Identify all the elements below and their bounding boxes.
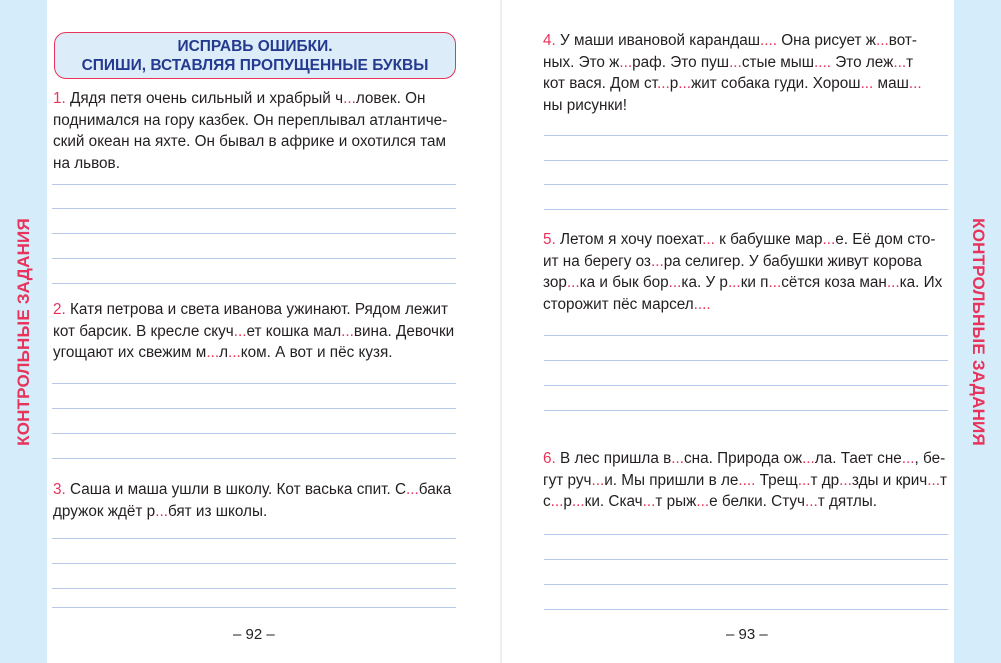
header-line-1: ИСПРАВЬ ОШИБКИ. <box>177 37 333 55</box>
writing-line <box>52 588 456 589</box>
task-3 <box>53 479 456 522</box>
missing-letter-gap: ... <box>619 53 633 71</box>
task-number: 1. <box>53 90 66 107</box>
task-text: т <box>906 53 914 71</box>
missing-letter-gap: ... <box>678 75 691 92</box>
writing-line <box>52 563 456 564</box>
task-number: 6. <box>543 450 556 467</box>
writing-line <box>544 160 948 161</box>
missing-letter-gap: ... <box>797 471 811 489</box>
task-text: т рыж <box>655 493 697 510</box>
task-text: Катя петрова и света иванова ужинают. Рядом лежит <box>70 301 449 318</box>
writing-line <box>544 385 948 386</box>
writing-line <box>52 383 456 384</box>
task-4 <box>543 30 948 116</box>
task-text: ки п <box>740 274 769 291</box>
task-text: раф. Это пуш <box>632 53 730 71</box>
writing-line <box>544 184 948 185</box>
task-text: зды и крич <box>851 471 928 489</box>
task-text: Это леж <box>831 53 894 71</box>
missing-letter-gap: ... <box>727 274 741 291</box>
task-text: Дядя петя очень сильный и храбрый ч <box>70 90 344 107</box>
task-text: р <box>669 75 679 92</box>
writing-line <box>52 538 456 539</box>
page-number-left: – 92 – <box>233 626 275 643</box>
missing-letter-gap: .... <box>760 32 777 49</box>
task-text: е белки. Стуч <box>709 493 805 510</box>
writing-line <box>52 283 456 284</box>
task-number: 2. <box>53 301 66 318</box>
task-text: р <box>563 493 572 510</box>
task-text: угощают их свежим м <box>53 344 207 361</box>
writing-line <box>52 408 456 409</box>
task-text: Летом я хочу поехат <box>560 231 703 248</box>
task-number: 5. <box>543 231 556 248</box>
missing-letter-gap: .... <box>814 53 832 71</box>
side-label-text: КОНТРОЛЬНЫЕ ЗАДАНИЯ <box>968 217 988 446</box>
task-text: гут руч <box>543 471 592 489</box>
task-text: сна. Природа ож <box>683 450 803 467</box>
missing-letter-gap: ... <box>206 344 220 361</box>
task-text: ны рисунки! <box>543 96 627 114</box>
task-number: 4. <box>543 32 556 49</box>
missing-letter-gap: ... <box>668 274 682 291</box>
task-6 <box>543 448 948 513</box>
writing-line <box>544 584 948 585</box>
missing-letter-gap: .... <box>693 295 711 313</box>
task-text: , бе- <box>914 450 946 467</box>
task-text: с <box>543 493 551 510</box>
writing-line <box>52 458 456 459</box>
writing-line <box>52 258 456 259</box>
missing-letter-gap: ... <box>768 274 782 291</box>
task-text: В лес пришла в <box>560 450 672 467</box>
header-line-2: СПИШИ, ВСТАВЛЯЯ ПРОПУЩЕННЫЕ БУКВЫ <box>81 56 429 74</box>
task-text: вина. Девочки <box>353 322 455 340</box>
task-text: Трещ <box>755 471 798 489</box>
missing-letter-gap: ... <box>228 344 241 361</box>
right-side-label <box>954 0 1001 663</box>
left-side-label <box>0 0 47 663</box>
missing-letter-gap: ... <box>406 481 419 498</box>
missing-letter-gap: ... <box>886 274 900 291</box>
task-text: ловек. Он <box>355 90 426 107</box>
task-text: ком. А вот и пёс кузя. <box>240 344 393 361</box>
writing-line <box>52 184 456 185</box>
missing-letter-gap: ... <box>650 252 664 270</box>
task-text: сётся коза ман <box>781 274 887 291</box>
task-text: ит на берегу оз <box>543 252 651 270</box>
page-gutter <box>500 0 502 663</box>
missing-letter-gap: ... <box>671 450 684 467</box>
task-text: ных. Это ж <box>543 53 620 71</box>
task-2 <box>53 299 456 364</box>
missing-letter-gap: ... <box>696 493 710 510</box>
task-text: ка. У р <box>681 274 728 291</box>
right-side-strip <box>954 0 1001 663</box>
task-text: т дятлы. <box>817 493 878 510</box>
missing-letter-gap: ... <box>822 231 836 248</box>
task-text: к бабушке мар <box>714 231 823 248</box>
page-number-right: – 93 – <box>726 626 768 643</box>
missing-letter-gap: ... <box>805 493 818 510</box>
task-text: т др <box>810 471 840 489</box>
writing-line <box>544 609 948 610</box>
task-text: ский океан на яхте. Он бывал в африке и охотился там <box>53 133 446 150</box>
missing-letter-gap: ... <box>341 322 354 340</box>
writing-line <box>52 208 456 209</box>
task-text: вот- <box>888 32 918 49</box>
task-text: кот барсик. В кресле скуч <box>53 322 234 340</box>
task-text: жит собака гуди. Хорош <box>690 75 861 92</box>
writing-line <box>544 559 948 560</box>
left-side-strip <box>0 0 47 663</box>
writing-line <box>52 607 456 608</box>
writing-line <box>544 335 948 336</box>
missing-letter-gap: ... <box>901 450 915 467</box>
missing-letter-gap: ... <box>908 75 922 92</box>
writing-line <box>544 534 948 535</box>
missing-letter-gap: ... <box>893 53 907 71</box>
missing-letter-gap: ... <box>155 502 168 520</box>
writing-line <box>544 135 948 136</box>
task-text: ка и бык бор <box>579 274 669 291</box>
instruction-header <box>54 32 456 79</box>
missing-letter-gap: ... <box>927 471 941 489</box>
side-label-text: КОНТРОЛЬНЫЕ ЗАДАНИЯ <box>13 217 33 446</box>
writing-line <box>544 360 948 361</box>
missing-letter-gap: ... <box>566 274 580 291</box>
missing-letter-gap: ... <box>233 322 247 340</box>
task-text: на львов. <box>53 154 120 172</box>
missing-letter-gap: ... <box>839 471 852 489</box>
missing-letter-gap: ... <box>642 493 656 510</box>
task-text: ла. Тает сне <box>814 450 902 467</box>
task-text: ка. Их <box>899 274 943 291</box>
missing-letter-gap: ... <box>550 493 564 510</box>
missing-letter-gap: ... <box>860 75 874 92</box>
missing-letter-gap: ... <box>702 231 715 248</box>
writing-line <box>52 233 456 234</box>
missing-letter-gap: ... <box>656 75 670 92</box>
missing-letter-gap: ... <box>571 493 585 510</box>
task-text: Саша и маша ушли в школу. Кот васька спит. С <box>70 481 407 498</box>
task-text: ра селигер. У бабушки живут корова <box>663 252 922 270</box>
task-text: У маши ивановой карандаш <box>560 32 760 49</box>
task-number: 3. <box>53 481 66 498</box>
missing-letter-gap: ... <box>591 471 605 489</box>
task-text: е. Её дом сто- <box>835 231 936 248</box>
writing-line <box>544 209 948 210</box>
task-text: кот вася. Дом ст <box>543 75 657 92</box>
task-text: и. Мы пришли в ле <box>604 471 739 489</box>
task-text: дружок ждёт р <box>53 502 156 520</box>
task-text: ет кошка мал <box>246 322 342 340</box>
task-1 <box>53 88 456 174</box>
missing-letter-gap: ... <box>876 32 889 49</box>
task-text: зор <box>543 274 567 291</box>
task-text: сторожит пёс марсел <box>543 295 694 313</box>
task-text: ки. Скач <box>584 493 643 510</box>
missing-letter-gap: ... <box>343 90 356 107</box>
missing-letter-gap: ... <box>802 450 815 467</box>
task-text: стые мыш <box>741 53 815 71</box>
task-5 <box>543 229 948 315</box>
task-text: бака <box>418 481 452 498</box>
task-text: л <box>219 344 229 361</box>
missing-letter-gap: .... <box>738 471 756 489</box>
task-text: Она рисует ж <box>777 32 877 49</box>
writing-line <box>52 433 456 434</box>
task-text: бят из школы. <box>167 502 268 520</box>
task-text: поднимался на гору казбек. Он переплывал атлантиче- <box>53 111 448 129</box>
task-text: т <box>940 471 948 489</box>
writing-line <box>544 410 948 411</box>
task-text: маш <box>873 75 909 92</box>
missing-letter-gap: ... <box>729 53 742 71</box>
